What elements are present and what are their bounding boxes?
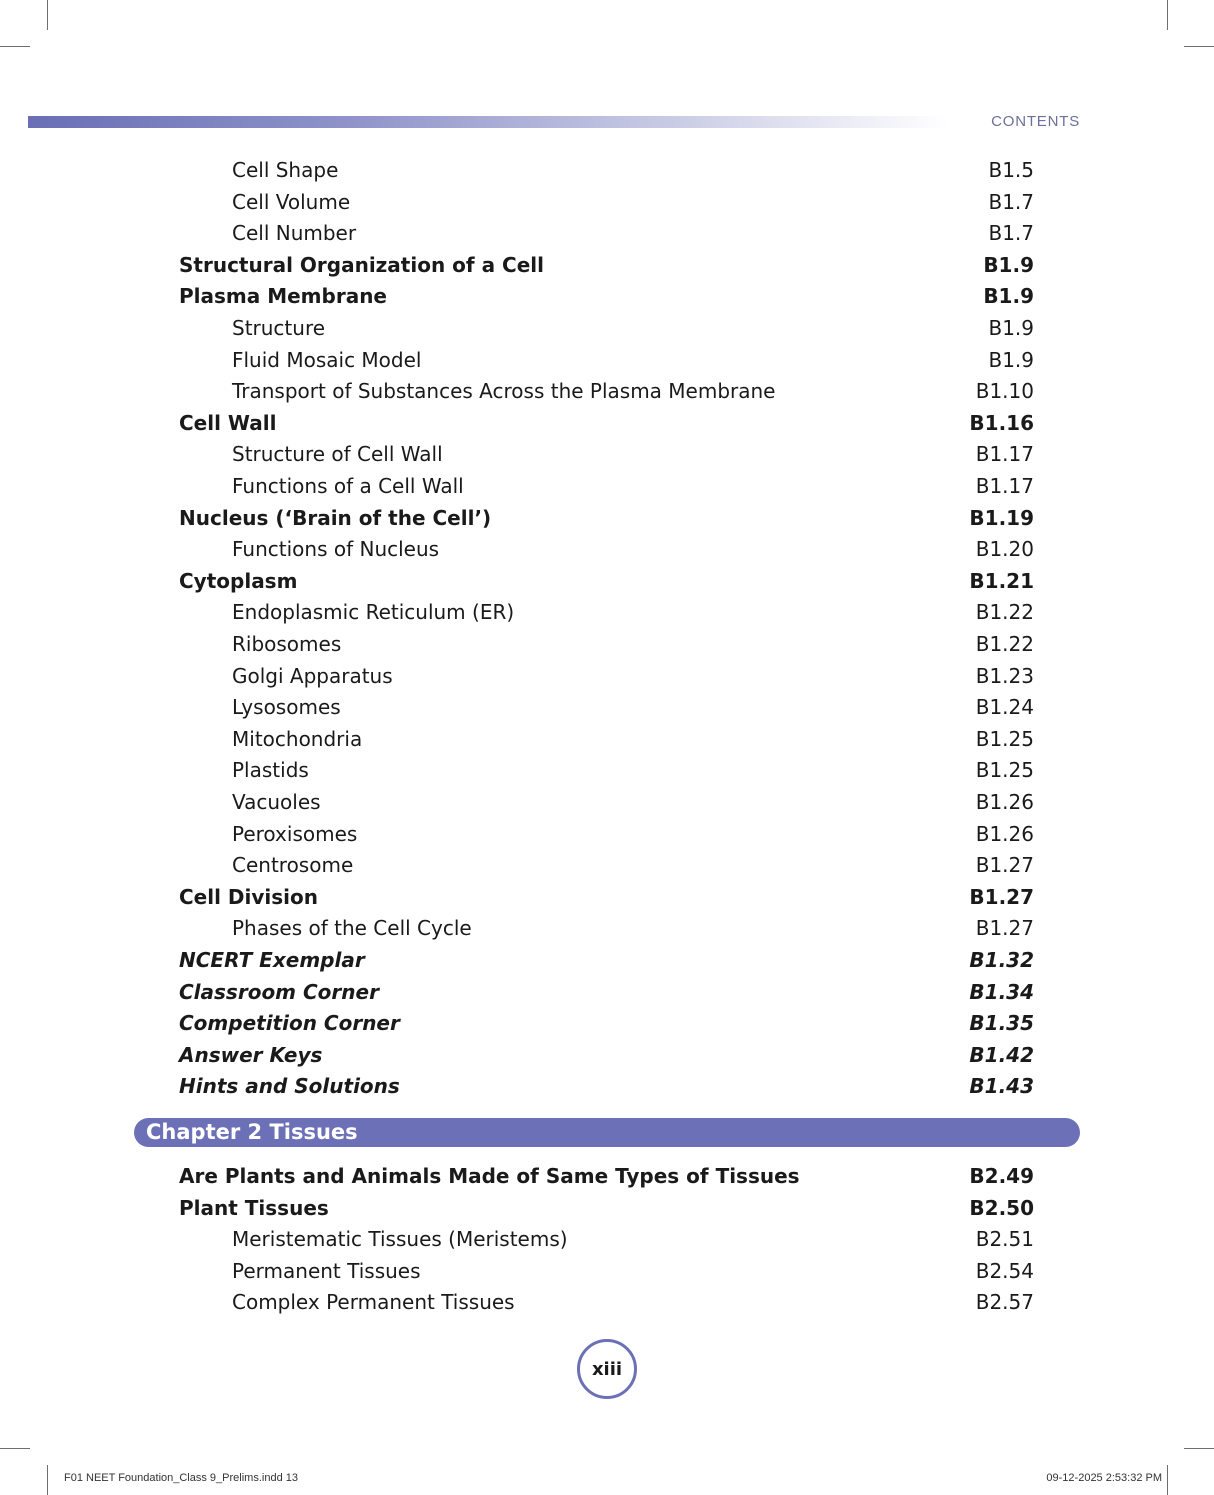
print-slug-right: 09-12-2025 2:53:32 PM <box>1046 1472 1162 1484</box>
toc-entry <box>0 912 1214 944</box>
toc-entry <box>0 849 1214 881</box>
toc-entry-title: Peroxisomes <box>232 821 358 846</box>
toc-entry-page: B1.20 <box>975 537 1034 562</box>
toc-entry <box>0 881 1214 913</box>
toc-entry-title: Hints and Solutions <box>179 1074 400 1099</box>
toc-entry <box>0 375 1214 407</box>
crop-mark <box>1184 1448 1214 1449</box>
toc-entry <box>0 818 1214 850</box>
toc-entry-page: B2.54 <box>975 1258 1034 1283</box>
toc-entry <box>0 691 1214 723</box>
toc-entry-title: Are Plants and Animals Made of Same Types of Tissues <box>179 1164 800 1188</box>
toc-entry <box>0 786 1214 818</box>
toc-entry-title: Permanent Tissues <box>232 1258 421 1283</box>
toc-entry-title: Golgi Apparatus <box>232 663 393 688</box>
toc-entry <box>0 660 1214 692</box>
crop-mark <box>1167 1465 1168 1495</box>
toc-entry-title: Competition Corner <box>179 1011 400 1036</box>
toc-entry <box>0 407 1214 439</box>
toc-entry <box>0 249 1214 281</box>
toc-entry-page: B1.17 <box>975 474 1034 498</box>
toc-entry <box>0 312 1214 344</box>
running-head: CONTENTS <box>991 113 1080 130</box>
toc-entry-page: B1.16 <box>969 410 1034 435</box>
toc-entry <box>0 628 1214 660</box>
toc-entry-title: Nucleus (‘Brain of the Cell’) <box>179 505 492 530</box>
toc-entry-title: NCERT Exemplar <box>179 948 365 972</box>
crop-mark <box>0 1448 30 1449</box>
toc-entry-title: Fluid Mosaic Model <box>232 347 422 372</box>
toc-entry-title: Structural Organization of a Cell <box>179 252 544 277</box>
toc-entry-page: B1.9 <box>983 252 1034 277</box>
toc-entry-title: Centrosome <box>232 853 354 878</box>
toc-entry <box>0 502 1214 534</box>
crop-mark <box>47 0 48 30</box>
toc-entry-title: Plasma Membrane <box>179 284 387 309</box>
toc-entry <box>0 186 1214 218</box>
toc-entry <box>0 1255 1214 1287</box>
toc-entry-title: Answer Keys <box>179 1042 323 1067</box>
toc-entry-page: B1.7 <box>988 189 1034 214</box>
toc-entry-title: Cytoplasm <box>179 568 298 593</box>
toc-entry <box>0 723 1214 755</box>
chapter-heading-bar <box>134 1118 1080 1147</box>
toc-entry-title: Vacuoles <box>232 790 321 814</box>
toc-entry-page: B2.50 <box>969 1195 1034 1220</box>
toc-entry-title: Meristematic Tissues (Meristems) <box>232 1227 568 1252</box>
toc-entry <box>0 1160 1214 1192</box>
toc-entry <box>0 1070 1214 1102</box>
toc-entry-title: Cell Volume <box>232 189 351 214</box>
crop-mark <box>0 46 30 47</box>
page-number-badge <box>577 1339 637 1399</box>
toc-entry-title: Endoplasmic Reticulum (ER) <box>232 600 515 625</box>
toc-entry-title: Phases of the Cell Cycle <box>232 916 472 941</box>
toc-entry-title: Ribosomes <box>232 632 342 656</box>
toc-entry-title: Classroom Corner <box>179 979 379 1004</box>
page-number: xiii <box>591 1358 623 1380</box>
toc-entry-page: B1.9 <box>988 347 1034 372</box>
toc-entry-title: Structure of Cell Wall <box>232 442 443 467</box>
toc-entry <box>0 1286 1214 1318</box>
toc-entry <box>0 976 1214 1008</box>
toc-entry-page: B1.42 <box>969 1042 1034 1067</box>
toc-entry <box>0 1192 1214 1224</box>
toc-entry <box>0 470 1214 502</box>
print-slug-left: F01 NEET Foundation_Class 9_Prelims.indd 13 <box>64 1472 298 1484</box>
toc-entry-page: B1.23 <box>975 663 1034 688</box>
toc-entry-title: Functions of Nucleus <box>232 537 440 562</box>
toc-entry-page: B1.22 <box>975 632 1034 656</box>
toc-entry-title: Plastids <box>232 758 309 783</box>
toc-entry-page: B1.26 <box>975 790 1034 814</box>
toc-entry-title: Plant Tissues <box>179 1195 329 1220</box>
toc-entry-page: B1.19 <box>969 505 1034 530</box>
toc-entry-page: B2.49 <box>969 1164 1034 1188</box>
toc-entry-title: Mitochondria <box>232 726 363 751</box>
toc-entry-page: B1.43 <box>969 1074 1034 1099</box>
toc-entry-page: B1.32 <box>969 948 1034 972</box>
toc-entry <box>0 280 1214 312</box>
toc-entry <box>0 565 1214 597</box>
toc-entry-title: Cell Division <box>179 884 319 909</box>
toc-entry <box>0 1007 1214 1039</box>
crop-mark <box>1167 0 1168 30</box>
toc-entry-page: B1.21 <box>969 568 1034 593</box>
toc-entry <box>0 438 1214 470</box>
toc-entry-title: Cell Number <box>232 221 357 246</box>
toc-entry <box>0 1039 1214 1071</box>
toc-entry <box>0 944 1214 976</box>
toc-entry <box>0 596 1214 628</box>
toc-entry-page: B1.25 <box>975 726 1034 751</box>
toc-entry-page: B1.26 <box>975 821 1034 846</box>
toc-entry-page: B1.27 <box>975 916 1034 941</box>
toc-entry-title: Complex Permanent Tissues <box>232 1290 515 1315</box>
toc-entry-page: B1.22 <box>975 600 1034 625</box>
toc-entry <box>0 217 1214 249</box>
toc-entry-page: B1.34 <box>969 979 1034 1004</box>
header-gradient-band <box>28 116 948 128</box>
toc-entry-page: B2.57 <box>975 1290 1034 1315</box>
toc-entry <box>0 344 1214 376</box>
toc-entry-page: B1.35 <box>969 1011 1034 1036</box>
toc-entry-page: B1.9 <box>983 284 1034 309</box>
toc-entry <box>0 754 1214 786</box>
toc-entry-title: Cell Wall <box>179 410 277 435</box>
toc-entry <box>0 154 1214 186</box>
toc-entry-title: Functions of a Cell Wall <box>232 474 464 498</box>
toc-entry-page: B2.51 <box>975 1227 1034 1252</box>
toc-entry <box>0 533 1214 565</box>
toc-entry-page: B1.7 <box>988 221 1034 246</box>
toc-entry-page: B1.25 <box>975 758 1034 783</box>
chapter-title: Chapter 2 Tissues <box>146 1120 358 1144</box>
toc-entry-page: B1.27 <box>969 884 1034 909</box>
crop-mark <box>1184 46 1214 47</box>
toc-entry-title: Transport of Substances Across the Plasma Membrane <box>232 379 776 404</box>
crop-mark <box>47 1465 48 1495</box>
toc-entry-page: B1.17 <box>975 442 1034 467</box>
toc-entry <box>0 1223 1214 1255</box>
toc-entry-page: B1.5 <box>988 158 1034 182</box>
toc-entry-page: B1.10 <box>975 379 1034 404</box>
toc-entry-page: B1.24 <box>975 695 1034 720</box>
toc-entry-page: B1.9 <box>988 316 1034 340</box>
toc-entry-page: B1.27 <box>975 853 1034 878</box>
toc-entry-title: Cell Shape <box>232 158 339 182</box>
toc-entry-title: Structure <box>232 316 326 340</box>
toc-entry-title: Lysosomes <box>232 695 341 720</box>
